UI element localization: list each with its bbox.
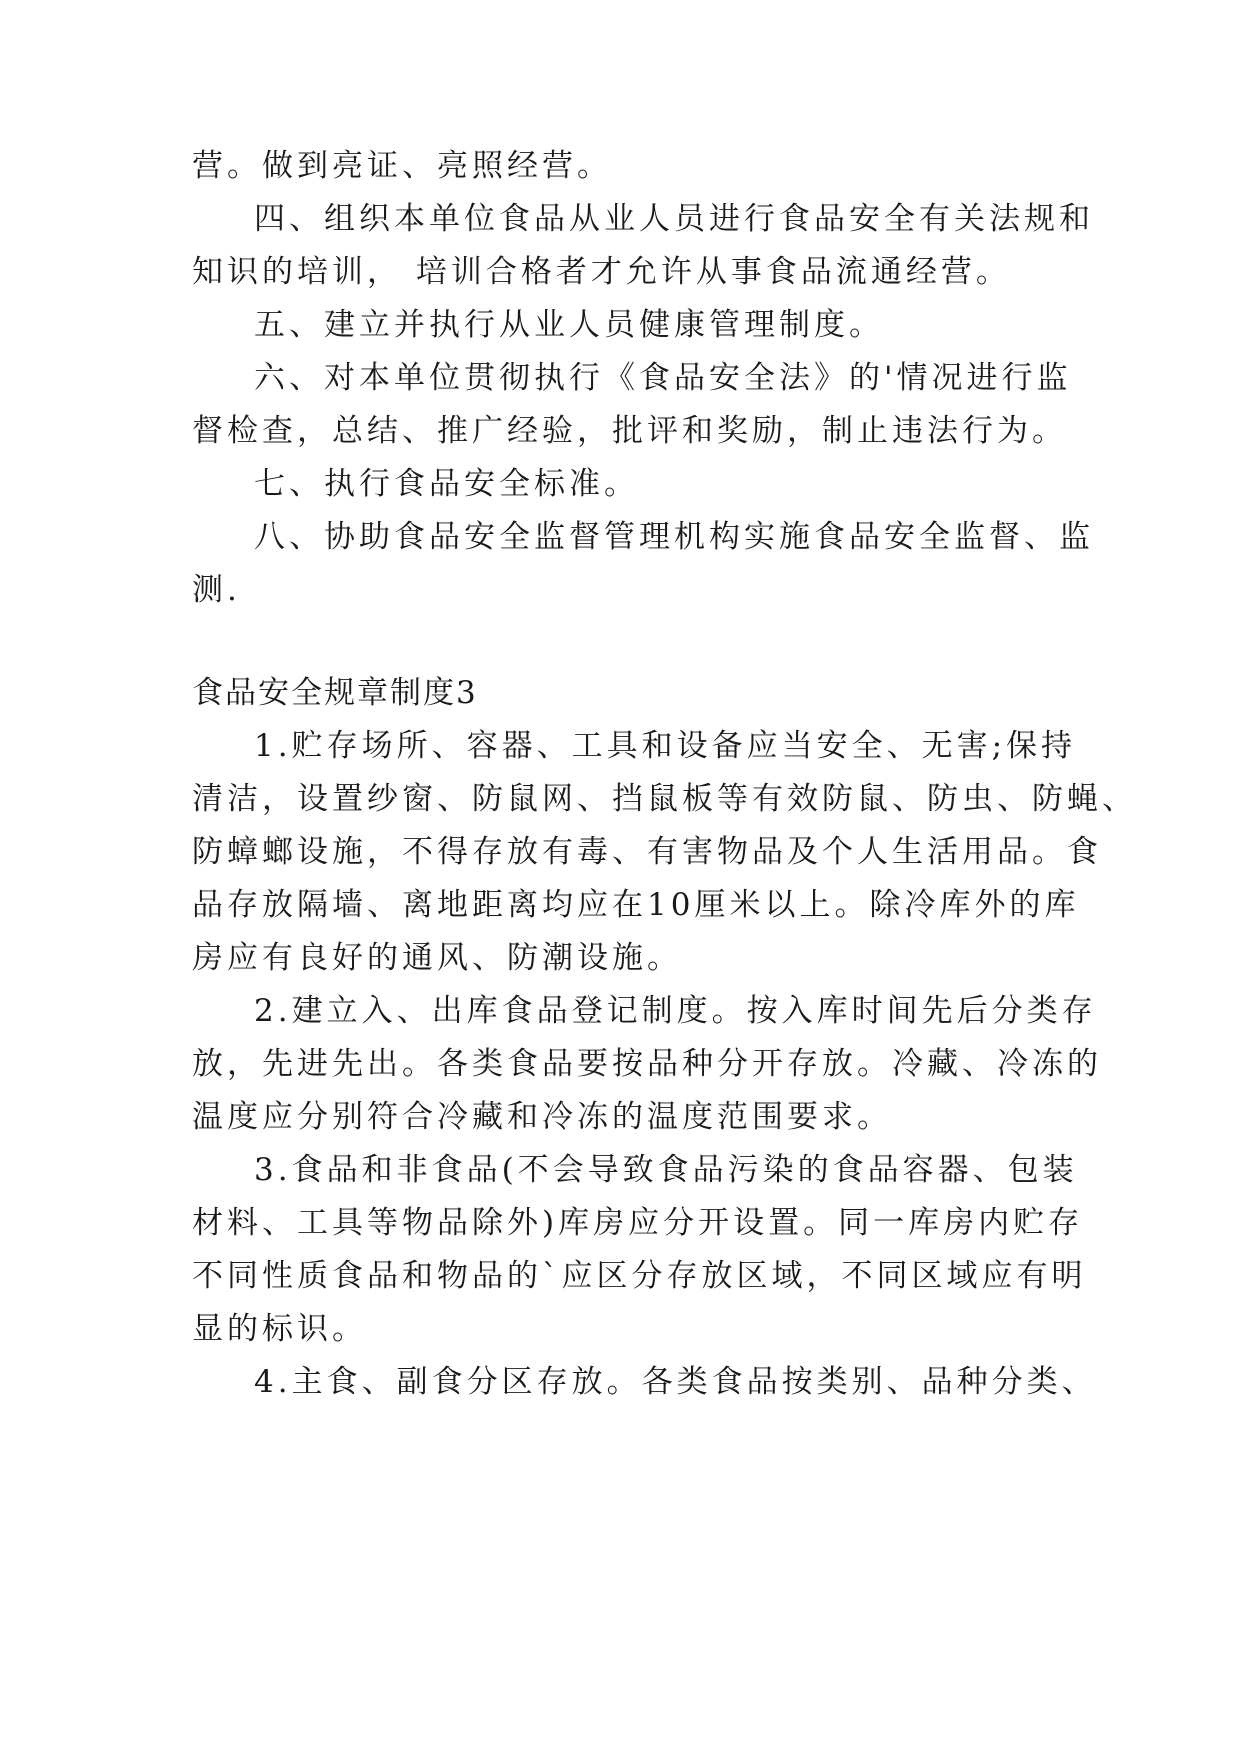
paragraph-line: 清洁，设置纱窗、防鼠网、挡鼠板等有效防鼠、防虫、防蝇、 bbox=[192, 781, 1137, 817]
paragraph-line: 4.主食、副食分区存放。各类食品按类别、品种分类、 bbox=[254, 1364, 1097, 1400]
paragraph-line: 七、执行食品安全标准。 bbox=[254, 466, 639, 502]
paragraph-line: 温度应分别符合冷藏和冷冻的温度范围要求。 bbox=[192, 1099, 892, 1135]
paragraph-line: 五、建立并执行从业人员健康管理制度。 bbox=[254, 307, 884, 343]
paragraph-line: 1.贮存场所、容器、工具和设备应当安全、无害;保持 bbox=[254, 728, 1077, 764]
paragraph-line: 知识的培训， 培训合格者才允许从事食品流通经营。 bbox=[192, 254, 1011, 290]
paragraph-line: 3.食品和非食品(不会导致食品污染的食品容器、包装 bbox=[254, 1152, 1078, 1188]
paragraph-line: 房应有良好的通风、防潮设施。 bbox=[192, 940, 682, 976]
paragraph-line: 测. bbox=[192, 572, 241, 608]
paragraph-line: 四、组织本单位食品从业人员进行食品安全有关法规和 bbox=[254, 201, 1094, 237]
paragraph-line: 材料、工具等物品除外)库房应分开设置。同一库房内贮存 bbox=[192, 1205, 1084, 1241]
paragraph-line: 八、协助食品安全监督管理机构实施食品安全监督、监 bbox=[254, 519, 1094, 555]
paragraph-line: 六、对本单位贯彻执行《食品安全法》的'情况进行监 bbox=[254, 360, 1072, 396]
paragraph-line: 品存放隔墙、离地距离均应在10厘米以上。除冷库外的库 bbox=[192, 887, 1080, 923]
paragraph-line: 显的标识。 bbox=[192, 1311, 367, 1347]
paragraph-line: 放，先进先出。各类食品要按品种分开存放。冷藏、冷冻的 bbox=[192, 1046, 1102, 1082]
paragraph-line: 督检查，总结、推广经验，批评和奖励，制止违法行为。 bbox=[192, 413, 1067, 449]
paragraph-line: 防蟑螂设施，不得存放有毒、有害物品及个人生活用品。食 bbox=[192, 834, 1102, 870]
paragraph-line: 不同性质食品和物品的`应区分存放区域，不同区域应有明 bbox=[192, 1258, 1087, 1294]
section-heading: 食品安全规章制度3 bbox=[192, 675, 478, 711]
paragraph-line: 2.建立入、出库食品登记制度。按入库时间先后分类存 bbox=[254, 993, 1097, 1029]
paragraph-line: 营。做到亮证、亮照经营。 bbox=[192, 148, 612, 184]
